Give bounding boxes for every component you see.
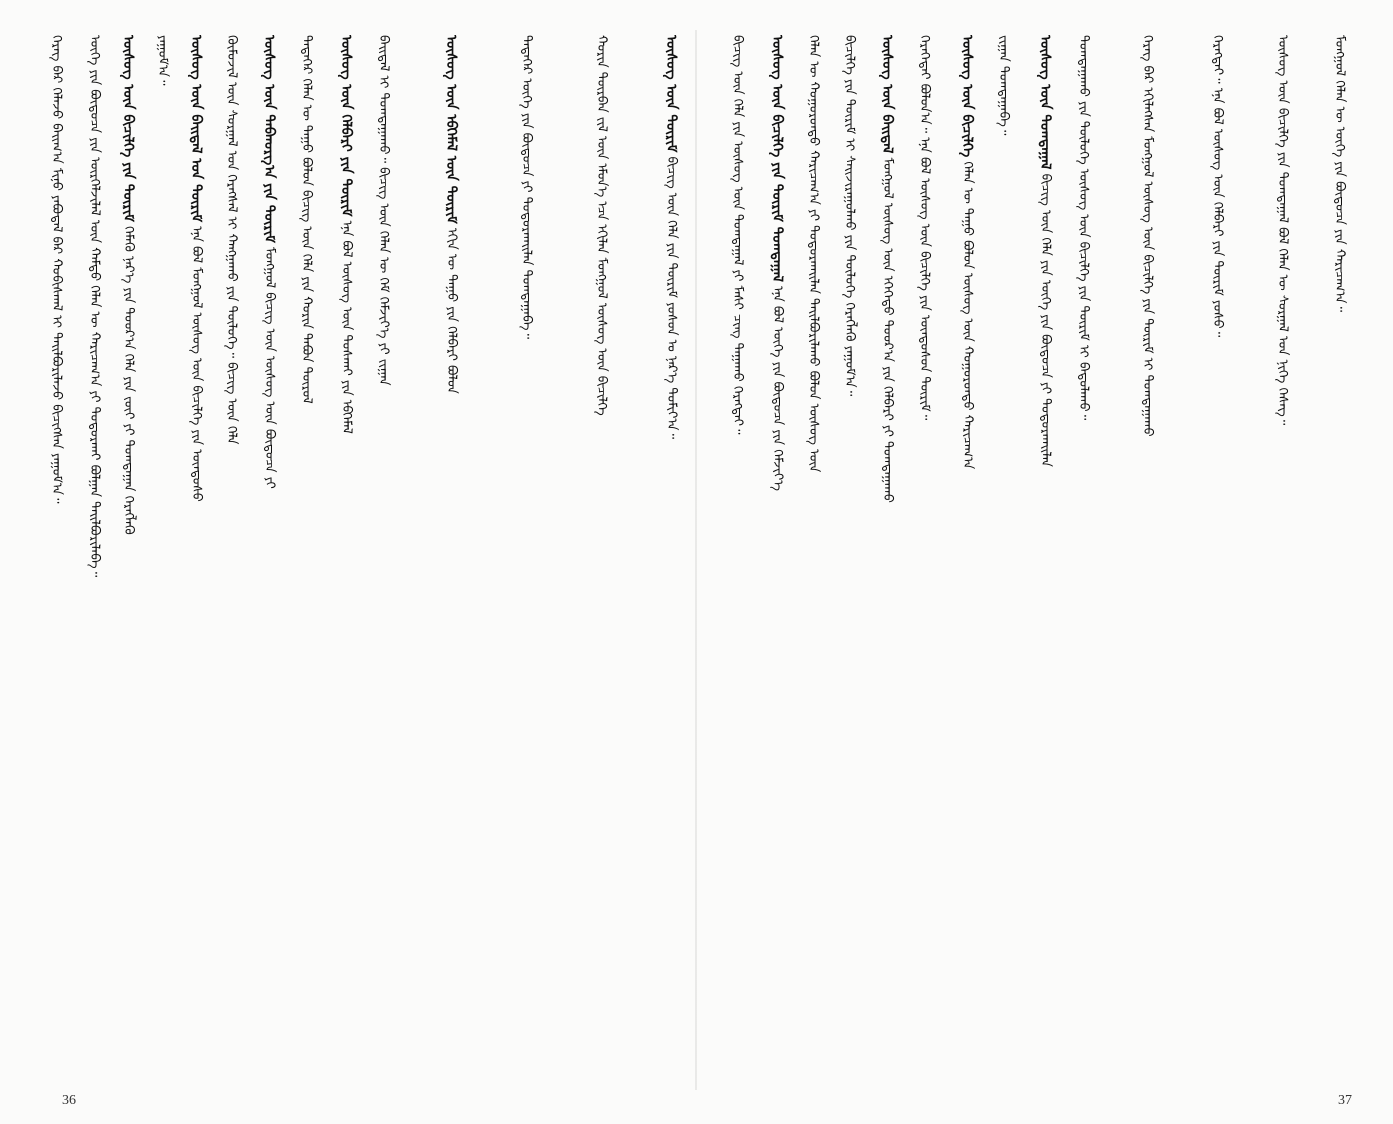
text-column: ᠦᠰᠦᠭ ᠦᠨ ᠪᠠᠢᠳᠠᠯ ᠤᠨ ᠳᠦᠷᠢᠮ ᠡᠨᠡ ᠪᠣᠯ ᠮᠣᠩᠭᠣᠯ ᠦᠰᠦᠭ ᠦᠨ ᠪᠢᠴᠢᠯᠭᠡ ᠶᠢᠨ ᠦᠨᠳᠦᠰᠦ <box>188 35 204 502</box>
text-column: ᠦᠰᠦᠭ ᠦᠨ ᠳᠠᠪᠬᠤᠷᠭ᠎ᠠ ᠶᠢᠨ ᠳᠦᠷᠢᠮ ᠮᠣᠩᠭᠣᠯ ᠪᠢᠴᠢᠭ᠌ ᠦᠨ ᠦᠰᠦᠭ ᠦᠨ ᠪᠦᠲᠦᠴᠡ ᠶᠢ <box>261 35 277 489</box>
text-column: ᠦᠰᠦᠭ ᠦᠨ ᠪᠢᠴᠢᠯᠭᠡ ᠶᠢᠨ ᠳᠦᠷᠢᠮ ᠬᠡᠮᠡᠬᠦ ᠨᠡᠷ᠎ᠡ ᠶᠢᠨ ᠳᠣᠣᠷ᠎ᠠ ᠬᠡᠯᠡ ᠶᠢᠨ ᠵᠦᠢ ᠶᠢ ᠲᠣᠭᠲᠠᠭᠠᠨ ᠬᠡᠷᠡᠭᠯᠡᠬᠦ <box>120 35 136 535</box>
text-column: ᠶᠠᠭᠤᠮ᠎ᠠ᠃ <box>155 35 170 86</box>
text-column: ᠦᠰᠦᠭ ᠦᠨ ᠬᠡᠯᠪᠡᠷᠢ ᠶᠢᠨ ᠳᠦᠷᠢᠮ ᠡᠨᠡ ᠪᠣᠯ ᠦᠰᠦᠭ ᠦᠨ ᠲᠤᠰᠬᠠᠢ ᠶᠢᠨ ᠡᠪᠬᠡᠮᠡᠯ <box>338 35 354 434</box>
text-column: ᠦᠰᠦᠭ ᠦᠨ ᠲᠣᠭᠲᠠᠭᠠᠯ ᠪᠢᠴᠢᠭ᠌ ᠦᠨ ᠬᠡᠯᠡ ᠶᠢᠨ ᠦᠭᠡ ᠶᠢᠨ ᠪᠦᠲᠦᠴᠡ ᠶᠢ ᠲᠣᠳᠤᠷᠬᠠᠢᠯᠠᠨ <box>1037 35 1053 467</box>
text-column: ᠲᠡᠳᠡᠭᠡᠷ ᠦᠭᠡ ᠶᠢᠨ ᠪᠦᠲᠦᠴᠡ ᠶᠢ ᠲᠣᠳᠤᠷᠬᠠᠢᠯᠠᠨ ᠲᠣᠭᠲᠠᠭᠠᠪᠠ᠃ <box>519 35 534 340</box>
text-column: ᠦᠰᠦᠭ ᠦᠨ ᠡᠪᠬᠡᠮᠡᠯ ᠦᠨ ᠳᠦᠷᠢᠮ ᠡᠬᠢᠨ ᠦ ᠳᠠᠭᠤ ᠶᠢᠨ ᠬᠡᠯᠪᠡᠷᠢ ᠪᠣᠯᠤᠨ <box>443 35 459 394</box>
page-number: 36 <box>62 1093 76 1108</box>
text-column: ᠬᠡᠷᠡᠭ ᠪᠡᠷ ᠬᠡᠯᠡᠵᠦ ᠪᠠᠢᠭ᠎ᠠ ᠮᠢᠨᠦ ᠶᠠᠪᠤᠳᠠᠯ ᠪᠡᠷ ᠬᠤᠪᠢᠰᠬᠠᠯ ᠢ ᠲᠠᠢᠯᠪᠤᠷᠢᠯᠠᠵᠤ ᠪᠢᠴᠢᠭᠰᠡᠨ ᠶᠠᠭᠤᠮ᠎ᠠ᠃ <box>49 35 64 504</box>
text-column: ᠬᠡᠷᠡᠭ ᠪᠡᠷ ᠡᠬᠢᠯᠡᠭᠰᠡᠨ ᠮᠣᠩᠭᠣᠯ ᠦᠰᠦᠭ ᠦᠨ ᠪᠢᠴᠢᠯᠭᠡ ᠶᠢᠨ ᠳᠦᠷᠢᠮ ᠢ ᠲᠣᠭᠲᠠᠭᠠᠬᠤ <box>1140 35 1155 437</box>
page-number: 37 <box>1338 1093 1352 1108</box>
text-column: ᠦᠭᠡ ᠶᠢᠨ ᠪᠦᠲᠦᠴᠡ ᠶᠢᠨ ᠦᠷᠭᠡᠯᠵᠢᠯᠡᠯ ᠦᠨ ᠬᠠᠮᠲᠤ ᠬᠡᠯᠡᠨ ᠦ ᠬᠠᠷᠢᠴᠠᠭ᠎ᠠ ᠶᠢ ᠲᠣᠳᠤᠷᠬᠠᠢ ᠪᠣᠯᠭᠠᠨ ᠲᠠᠢᠯᠪᠤᠷᠢᠯᠠᠪᠠ᠃ <box>87 35 102 578</box>
text-column: ᠦᠰᠦᠭ ᠦᠨ ᠪᠠᠢᠳᠠᠯ ᠮᠣᠩᠭᠣᠯ ᠦᠰᠦᠭ ᠦᠨ ᠡᠭᠡᠭᠡᠳᠦ ᠳᠣᠣᠷ᠎ᠠ ᠶᠢᠨ ᠬᠡᠯᠪᠡᠷᠢ ᠶᠢ ᠲᠣᠭᠲᠠᠭᠠᠬᠤ <box>879 35 895 503</box>
left-text-columns <box>45 35 685 1045</box>
text-column: ᠲᠣᠭᠲᠠᠭᠠᠬᠤ ᠶᠢᠨ ᠲᠥᠯᠦᠭᠡ ᠦᠰᠦᠭ ᠦᠨ ᠪᠢᠴᠢᠯᠭᠡ ᠶᠢᠨ ᠳᠦᠷᠢᠮ ᠢ ᠪᠠᠲᠤᠯᠠᠬᠤ᠃ <box>1076 35 1091 421</box>
text-column: ᠬᠦᠮᠦᠵᠢᠯ ᠦᠨ ᠰᠤᠷᠭᠠᠯ ᠤᠨ ᠬᠡᠷᠡᠭᠰᠡᠯ ᠢ ᠬᠠᠩᠭᠠᠬᠤ ᠶᠢᠨ ᠲᠥᠯᠦᠭᠡ᠃ ᠪᠢᠴᠢᠭ᠌ ᠦᠨ ᠬᠡᠯᠡ <box>224 35 239 445</box>
text-column: ᠪᠠᠢᠳᠠᠯ ᠢ ᠲᠣᠭᠲᠠᠭᠠᠬᠤ᠃ ᠪᠢᠴᠢᠭ᠌ ᠦᠨ ᠬᠡᠯᠡᠨ ᠦ ᠬᠡᠮ ᠬᠡᠮᠵᠢᠶ᠎ᠡ ᠶᠢ ᠵᠢᠭᠠᠨ <box>376 35 391 386</box>
text-column: ᠦᠰᠦᠭ ᠦᠨ ᠪᠢᠴᠢᠯᠭᠡ ᠶᠢᠨ ᠳᠦᠷᠢᠮ ᠲᠣᠭᠲᠠᠭᠠᠯ ᠡᠨᠡ ᠪᠣᠯ ᠦᠭᠡ ᠶᠢᠨ ᠪᠦᠲᠦᠴᠡ ᠶᠢᠨ ᠬᠡᠮᠵᠢᠶ᠎ᠡ <box>769 35 785 491</box>
text-column: ᠬᠡᠷᠡᠭᠲᠡᠢ᠃ ᠡᠨᠡ ᠪᠣᠯ ᠦᠰᠦᠭ ᠦᠨ ᠬᠡᠯᠪᠡᠷᠢ ᠶᠢᠨ ᠳᠦᠷᠢᠮ ᠶᠣᠰᠤ᠃ <box>1210 35 1225 338</box>
right-text-columns <box>716 35 1356 1045</box>
text-column: ᠦᠰᠦᠭ ᠦᠨ ᠪᠢᠴᠢᠯᠭᠡ ᠶᠢᠨ ᠲᠣᠭᠲᠠᠭᠠᠯ ᠪᠣᠯ ᠬᠡᠯᠡᠨ ᠦ ᠰᠤᠷᠭᠠᠯ ᠤᠨ ᠨᠢᠭᠡ ᠬᠡᠰᠡᠭ᠃ <box>1275 35 1290 426</box>
text-column: ᠦᠰᠦᠭ ᠦᠨ ᠳᠦᠷᠢᠮ ᠪᠢᠴᠢᠭ᠌ ᠦᠨ ᠬᠡᠯᠡ ᠶᠢᠨ ᠳᠦᠷᠢᠮ ᠶᠣᠰᠤᠨ ᠤ ᠨᠡᠷ᠎ᠡ ᠲᠣᠮᠢᠶ᠎ᠠ᠃ <box>663 35 679 440</box>
text-column: ᠲᠡᠳᠡᠭᠡᠷ ᠬᠡᠯᠡᠨ ᠦ ᠳᠠᠭᠤ ᠪᠣᠯᠤᠨ ᠪᠢᠴᠢᠭ᠌ ᠦᠨ ᠬᠡᠯᠡ ᠶᠢᠨ ᠬᠣᠷᠢᠨ ᠲᠠᠪᠤᠨ ᠲᠦᠷᠦᠯ <box>299 35 314 404</box>
text-column: ᠪᠢᠴᠢᠭ᠌ ᠦᠨ ᠬᠡᠯᠡ ᠶᠢᠨ ᠦᠰᠦᠭ ᠦᠨ ᠲᠣᠭᠲᠠᠭᠠᠯ ᠶᠢ ᠮᠠᠰᠢ ᠴᠢᠩ ᠳᠠᠭᠠᠬᠤ ᠬᠡᠷᠡᠭᠲᠡᠢ᠃ <box>730 35 745 435</box>
left-page <box>0 0 696 1124</box>
text-column: ᠬᠡᠷᠡᠭᠡᠲᠡᠢ ᠪᠣᠯᠤᠨ᠎ᠠ᠃ ᠡᠨᠡ ᠪᠣᠯ ᠦᠰᠦᠭ ᠦᠨ ᠪᠢᠴᠢᠯᠭᠡ ᠶᠢᠨ ᠦᠨᠳᠦᠰᠦᠨ ᠳᠦᠷᠢᠮ᠃ <box>917 35 932 421</box>
text-column: ᠦᠰᠦᠭ ᠦᠨ ᠪᠢᠴᠢᠯᠭᠡ ᠬᠡᠯᠡᠨ ᠦ ᠳᠠᠭᠤ ᠪᠣᠯᠤᠨ ᠦᠰᠦᠭ ᠦᠨ ᠬᠣᠭᠣᠷᠤᠨᠳᠤ ᠬᠠᠷᠢᠴᠠᠭ᠎ᠠ <box>959 35 975 470</box>
text-column: ᠬᠡᠯᠡᠨ ᠦ ᠬᠣᠭᠣᠷᠤᠨᠳᠤ ᠬᠠᠷᠢᠴᠠᠭ᠎ᠠ ᠶᠢ ᠲᠣᠳᠤᠷᠬᠠᠢᠯᠠᠨ ᠲᠠᠢᠯᠪᠤᠷᠢᠯᠠᠬᠤ ᠪᠣᠯᠤᠨ ᠦᠰᠦᠭ ᠦᠨ <box>806 35 821 473</box>
right-page <box>696 0 1393 1124</box>
text-column: ᠬᠣᠷᠢᠨ ᠳᠦᠷᠪᠡᠨ ᠵᠢᠯ ᠦᠨ ᠡᠮᠦᠨ᠎ᠡ ᠡᠴᠡ ᠡᠬᠢᠯᠡᠨ ᠮᠣᠩᠭᠣᠯ ᠦᠰᠦᠭ ᠦᠨ ᠪᠢᠴᠢᠯᠭᠡ <box>594 35 609 416</box>
text-column: ᠪᠢᠴᠢᠯᠭᠡ ᠶᠢᠨ ᠳᠦᠷᠢᠮ ᠢ ᠰᠠᠢᠵᠢᠷᠠᠭᠤᠯᠬᠤ ᠶᠢᠨ ᠲᠥᠯᠦᠭᠡ ᠬᠡᠷᠡᠭᠯᠡᠬᠦ ᠶᠠᠭᠤᠮ᠎ᠠ᠃ <box>842 35 857 397</box>
text-column: ᠮᠣᠩᠭᠣᠯ ᠬᠡᠯᠡᠨ ᠦ ᠦᠭᠡ ᠶᠢᠨ ᠪᠦᠲᠦᠴᠡ ᠶᠢᠨ ᠬᠠᠷᠢᠴᠠᠭ᠎ᠠ᠃ <box>1332 35 1347 313</box>
text-column: ᠵᠢᠭᠠᠨ ᠲᠣᠭᠲᠠᠭᠠᠪᠠ᠃ <box>996 35 1011 136</box>
